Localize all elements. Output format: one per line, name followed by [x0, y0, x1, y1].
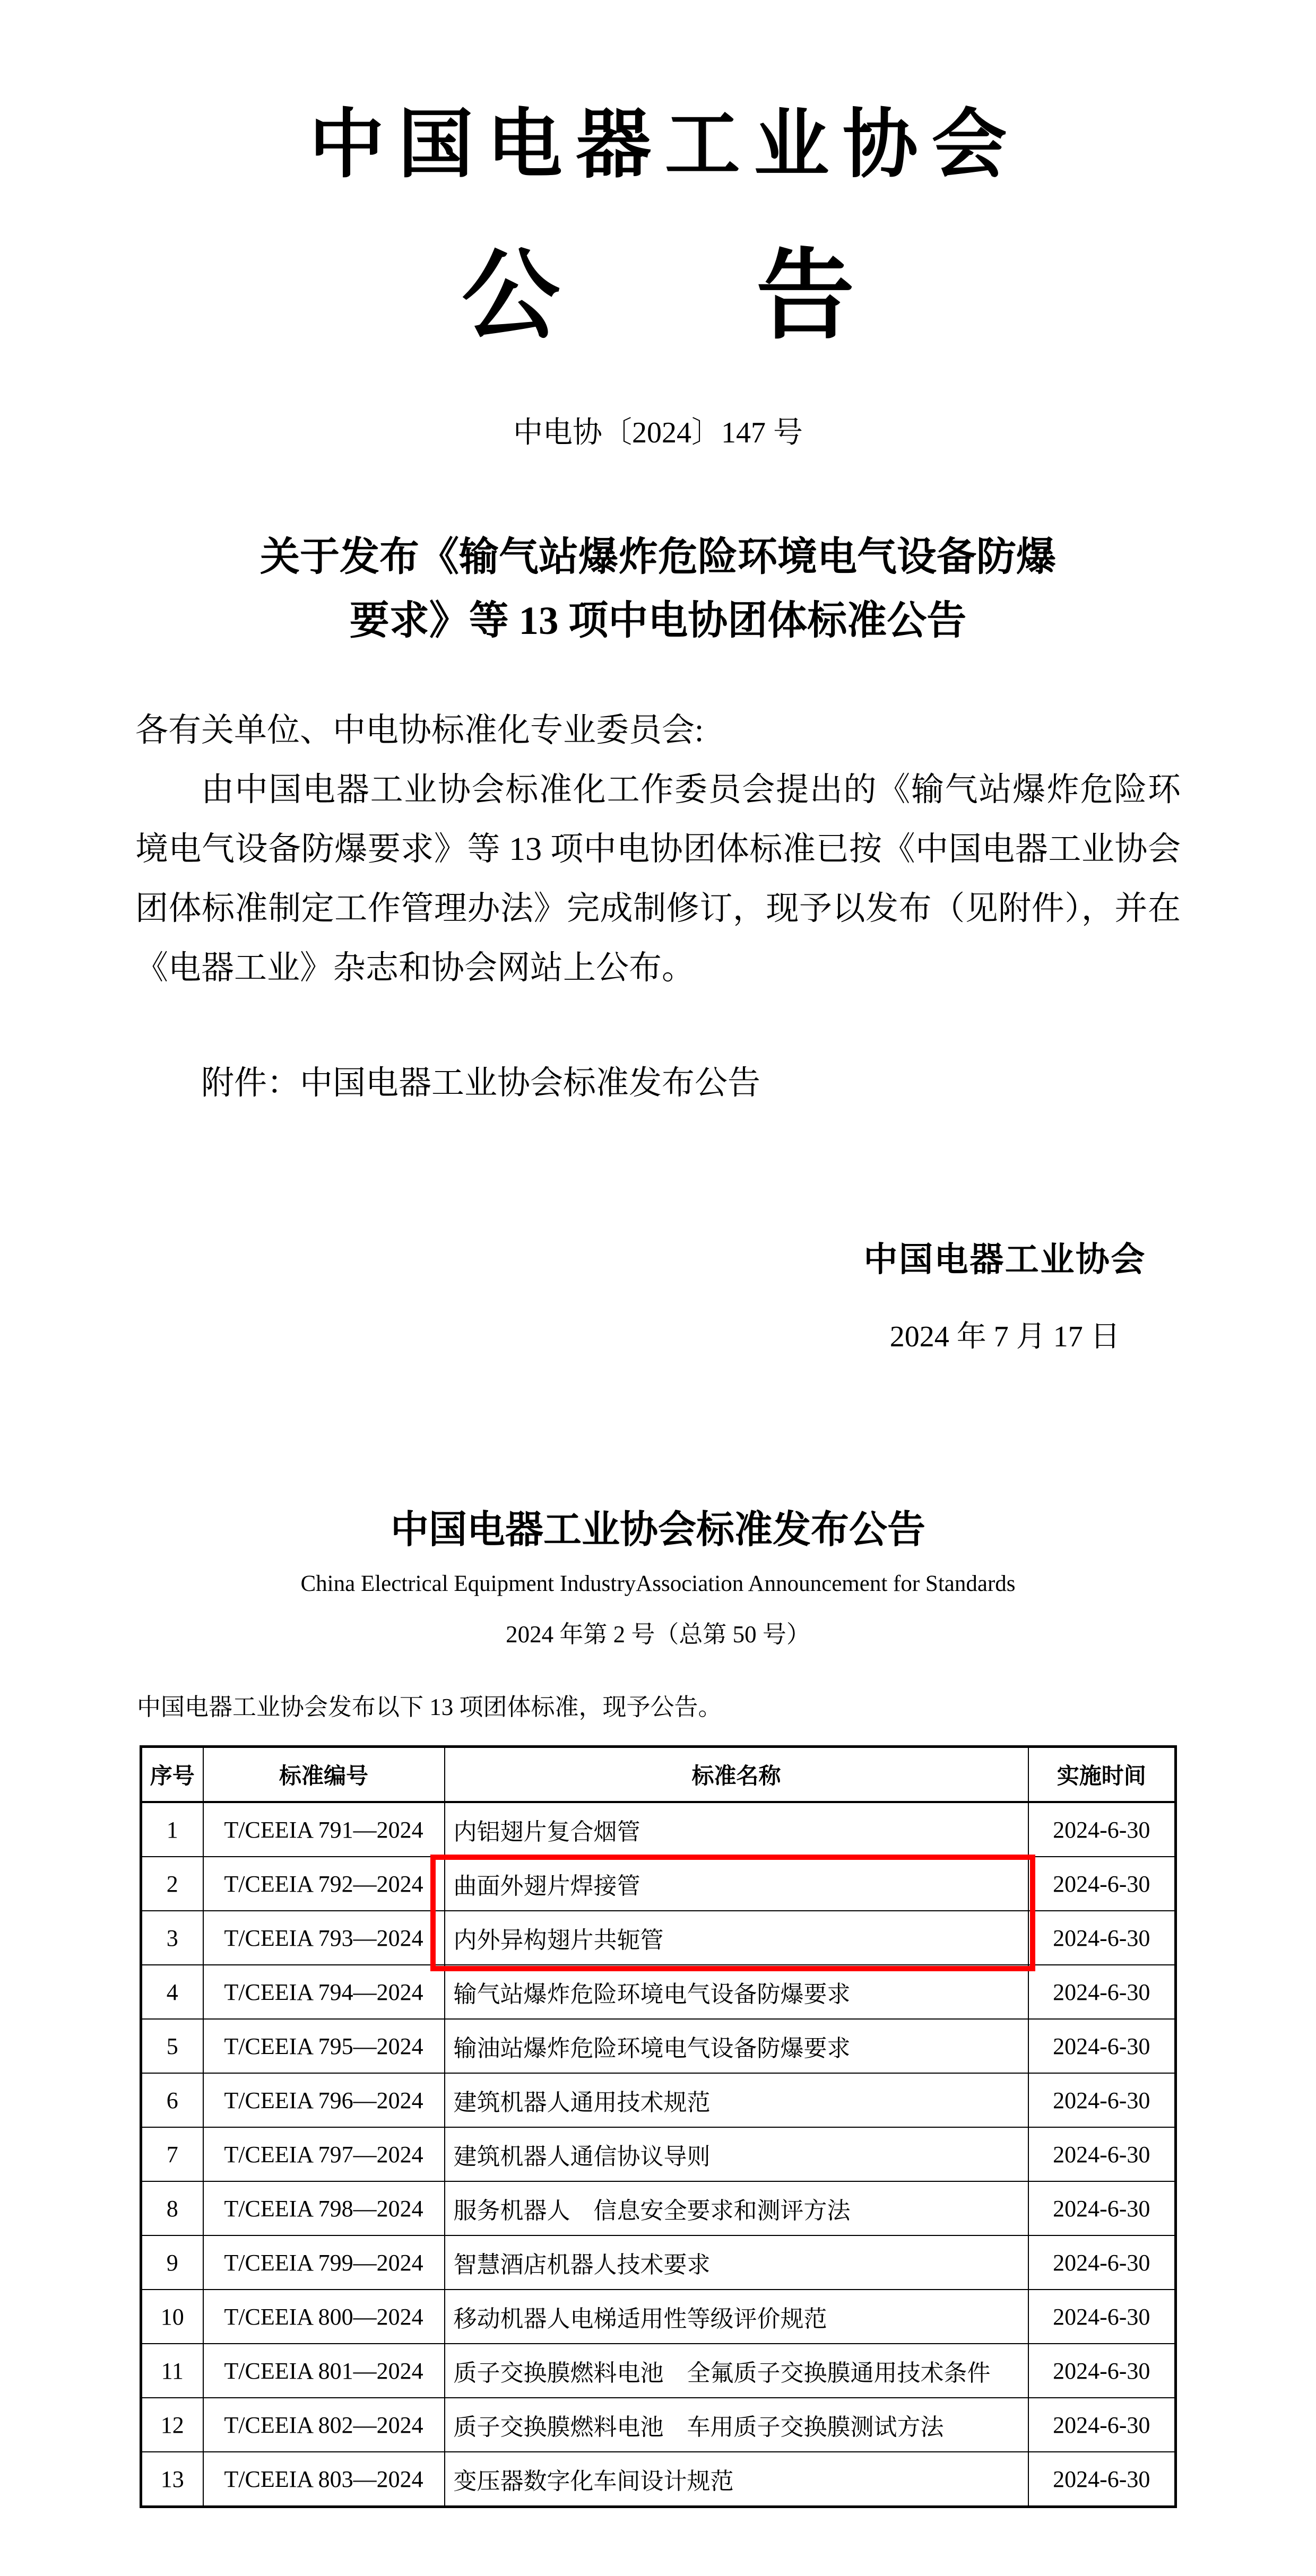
- row-seq: 1: [141, 1802, 203, 1857]
- table-row: [141, 2290, 1176, 2344]
- row-name: 服务机器人 信息安全要求和测评方法: [445, 2181, 1028, 2235]
- row-name: 建筑机器人通信协议导则: [445, 2127, 1028, 2181]
- row-name: 内外异构翅片共轭管: [445, 1911, 1028, 1965]
- row-name: 输油站爆炸危险环境电气设备防爆要求: [445, 2019, 1028, 2073]
- row-seq: 13: [141, 2452, 203, 2507]
- header-code: 标准编号: [203, 1747, 445, 1803]
- row-date: 2024-6-30: [1028, 2452, 1176, 2507]
- row-date: 2024-6-30: [1028, 1857, 1176, 1911]
- row-seq: 4: [141, 1965, 203, 2019]
- table-row: [141, 1911, 1176, 1965]
- attachment-line: 附件：中国电器工业协会标准发布公告: [201, 1065, 761, 1101]
- row-date: 2024-6-30: [1028, 2235, 1176, 2290]
- signature-org: 中国电器工业协会: [863, 1241, 1146, 1278]
- signature-block: [0, 1232, 1316, 1355]
- row-date: 2024-6-30: [1028, 1911, 1176, 1965]
- table-header-row: [141, 1747, 1176, 1803]
- row-date: 2024-6-30: [1028, 2019, 1176, 2073]
- body-paragraph: 由中国电器工业协会标准化工作委员会提出的《输气站爆炸危险环境电气设备防爆要求》等 13 项中电协团体标准已按《中国电器工业协会团体标准制定工作管理办法》完成制修订，现予以发布（见附件），并在《电器工业》杂志和协会网站上公布。: [135, 772, 1181, 986]
- row-code: T/CEEIA 801—2024: [203, 2344, 445, 2398]
- row-code: T/CEEIA 791—2024: [203, 1802, 445, 1857]
- row-seq: 10: [141, 2290, 203, 2344]
- row-date: 2024-6-30: [1028, 2398, 1176, 2452]
- row-date: 2024-6-30: [1028, 2290, 1176, 2344]
- row-name: 曲面外翅片焊接管: [445, 1857, 1028, 1911]
- table-row: [141, 1857, 1176, 1911]
- standards-table-wrap: [140, 1745, 1174, 2508]
- row-date: 2024-6-30: [1028, 2127, 1176, 2181]
- subject-line-1: 关于发布《输气站爆炸危险环境电气设备防爆: [259, 535, 1056, 579]
- standards-announcement-title: 中国电器工业协会标准发布公告: [390, 1509, 925, 1551]
- row-name: 移动机器人电梯适用性等级评价规范: [445, 2290, 1028, 2344]
- table-row: [141, 2235, 1176, 2290]
- table-row: [141, 1965, 1176, 2019]
- table-row: [141, 2019, 1176, 2073]
- row-code: T/CEEIA 802—2024: [203, 2398, 445, 2452]
- table-row: [141, 2181, 1176, 2235]
- row-code: T/CEEIA 803—2024: [203, 2452, 445, 2507]
- standards-table: [140, 1745, 1177, 2508]
- row-code: T/CEEIA 795—2024: [203, 2019, 445, 2073]
- row-seq: 6: [141, 2073, 203, 2127]
- row-name: 变压器数字化车间设计规范: [445, 2452, 1028, 2507]
- table-row: [141, 2073, 1176, 2127]
- row-code: T/CEEIA 792—2024: [203, 1857, 445, 1911]
- row-seq: 12: [141, 2398, 203, 2452]
- row-date: 2024-6-30: [1028, 1965, 1176, 2019]
- row-seq: 11: [141, 2344, 203, 2398]
- row-code: T/CEEIA 797—2024: [203, 2127, 445, 2181]
- row-name: 智慧酒店机器人技术要求: [445, 2235, 1028, 2290]
- row-code: T/CEEIA 794—2024: [203, 1965, 445, 2019]
- row-date: 2024-6-30: [1028, 2073, 1176, 2127]
- org-title: 中国电器工业协会: [309, 103, 1021, 187]
- row-name: 输气站爆炸危险环境电气设备防爆要求: [445, 1965, 1028, 2019]
- row-name: 质子交换膜燃料电池 车用质子交换膜测试方法: [445, 2398, 1028, 2452]
- row-name: 建筑机器人通用技术规范: [445, 2073, 1028, 2127]
- row-name: 质子交换膜燃料电池 全氟质子交换膜通用技术条件: [445, 2344, 1028, 2398]
- row-seq: 3: [141, 1911, 203, 1965]
- subject-line-2: 要求》等 13 项中电协团体标准公告: [349, 599, 967, 643]
- header-date: 实施时间: [1028, 1747, 1176, 1803]
- table-row: [141, 2452, 1176, 2507]
- greeting-line: 各有关单位、中电协标准化专业委员会:: [135, 712, 704, 749]
- row-seq: 7: [141, 2127, 203, 2181]
- table-row: [141, 1802, 1176, 1857]
- row-code: T/CEEIA 796—2024: [203, 2073, 445, 2127]
- header-name: 标准名称: [445, 1747, 1028, 1803]
- row-seq: 9: [141, 2235, 203, 2290]
- standards-announcement-title-en: China Electrical Equipment IndustryAssociation Announcement for Standards: [300, 1571, 1016, 1596]
- row-date: 2024-6-30: [1028, 2344, 1176, 2398]
- row-date: 2024-6-30: [1028, 2181, 1176, 2235]
- row-seq: 8: [141, 2181, 203, 2235]
- signature-date: 2024 年 7 月 17 日: [889, 1320, 1120, 1353]
- row-code: T/CEEIA 800—2024: [203, 2290, 445, 2344]
- row-code: T/CEEIA 798—2024: [203, 2181, 445, 2235]
- header-seq: 序号: [141, 1747, 203, 1803]
- table-row: [141, 2344, 1176, 2398]
- row-name: 内铝翅片复合烟管: [445, 1802, 1028, 1857]
- row-code: T/CEEIA 799—2024: [203, 2235, 445, 2290]
- document-number: 中电协〔2024〕147 号: [513, 416, 803, 449]
- row-seq: 2: [141, 1857, 203, 1911]
- table-intro-line: 中国电器工业协会发布以下 13 项团体标准，现予公告。: [137, 1694, 722, 1720]
- body-block: [135, 701, 1181, 1113]
- row-seq: 5: [141, 2019, 203, 2073]
- issue-number: 2024 年第 2 号（总第 50 号）: [506, 1621, 810, 1648]
- subject-title: [0, 526, 1316, 653]
- row-date: 2024-6-30: [1028, 1802, 1176, 1857]
- table-row: [141, 2398, 1176, 2452]
- announcement-heading: 公 告: [462, 242, 854, 351]
- table-row: [141, 2127, 1176, 2181]
- row-code: T/CEEIA 793—2024: [203, 1911, 445, 1965]
